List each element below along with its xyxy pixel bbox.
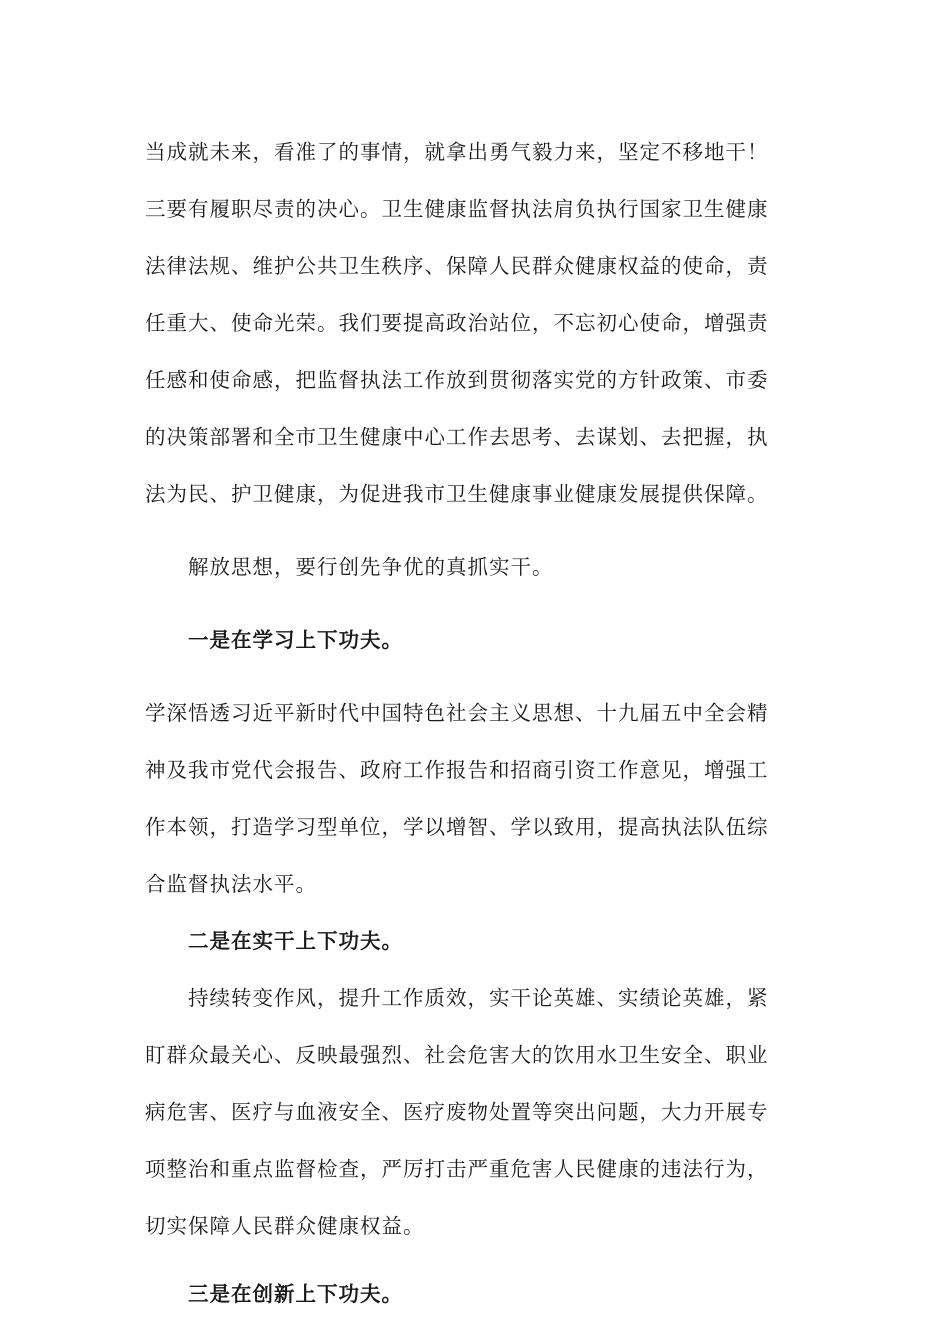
text-line: 当成就未来，看准了的事情，就拿出勇气毅力来，坚定不移地干！	[145, 140, 769, 164]
text-line: 盯群众最关心、反映最强烈、社会危害大的饮用水卫生安全、职业	[145, 1043, 769, 1067]
text-line: 合监督执法水平。	[145, 872, 317, 896]
paragraph-study	[145, 693, 810, 904]
text-line: 作本领，打造学习型单位，学以增智、学以致用，提高执法队伍综	[145, 815, 769, 839]
heading-study	[145, 620, 810, 660]
text-line: 法为民、护卫健康，为促进我市卫生健康事业健康发展提供保障。	[145, 482, 769, 506]
text-line: 切实保障人民群众健康权益。	[145, 1214, 425, 1238]
text-line: 项整治和重点监督检查，严厉打击严重危害人民健康的违法行为，	[145, 1157, 769, 1181]
heading-practice	[145, 921, 810, 961]
text-line: 任感和使命感，把监督执法工作放到贯彻落实党的方针政策、市委	[145, 368, 769, 392]
text-line: 的决策部署和全市卫生健康中心工作去思考、去谋划、去把握，执	[145, 425, 769, 449]
text-line: 法律法规、维护公共卫生秩序、保障人民群众健康权益的使命，责	[145, 254, 769, 278]
text-line: 三要有履职尽责的决心。卫生健康监督执法肩负执行国家卫生健康	[145, 197, 769, 221]
paragraph-practice	[145, 978, 810, 1246]
section-heading: 三是在创新上下功夫。	[188, 1282, 403, 1306]
paragraph-emancipate	[145, 547, 810, 587]
section-heading: 二是在实干上下功夫。	[188, 929, 403, 953]
text-line: 任重大、使命光荣。我们要提高政治站位，不忘初心使命，增强责	[145, 311, 769, 335]
document-body	[145, 132, 810, 1314]
section-heading: 一是在学习上下功夫。	[188, 628, 403, 652]
paragraph-resolve	[145, 132, 810, 514]
text-line: 病危害、医疗与血液安全、医疗废物处置等突出问题，大力开展专	[145, 1100, 769, 1124]
text-line: 持续转变作风，提升工作质效，实干论英雄、实绩论英雄，紧	[188, 986, 769, 1010]
text-line: 解放思想，要行创先争优的真抓实干。	[188, 555, 554, 579]
heading-innovation	[145, 1274, 810, 1314]
text-line: 学深悟透习近平新时代中国特色社会主义思想、十九届五中全会精	[145, 701, 769, 725]
text-line: 神及我市党代会报告、政府工作报告和招商引资工作意见，增强工	[145, 758, 769, 782]
